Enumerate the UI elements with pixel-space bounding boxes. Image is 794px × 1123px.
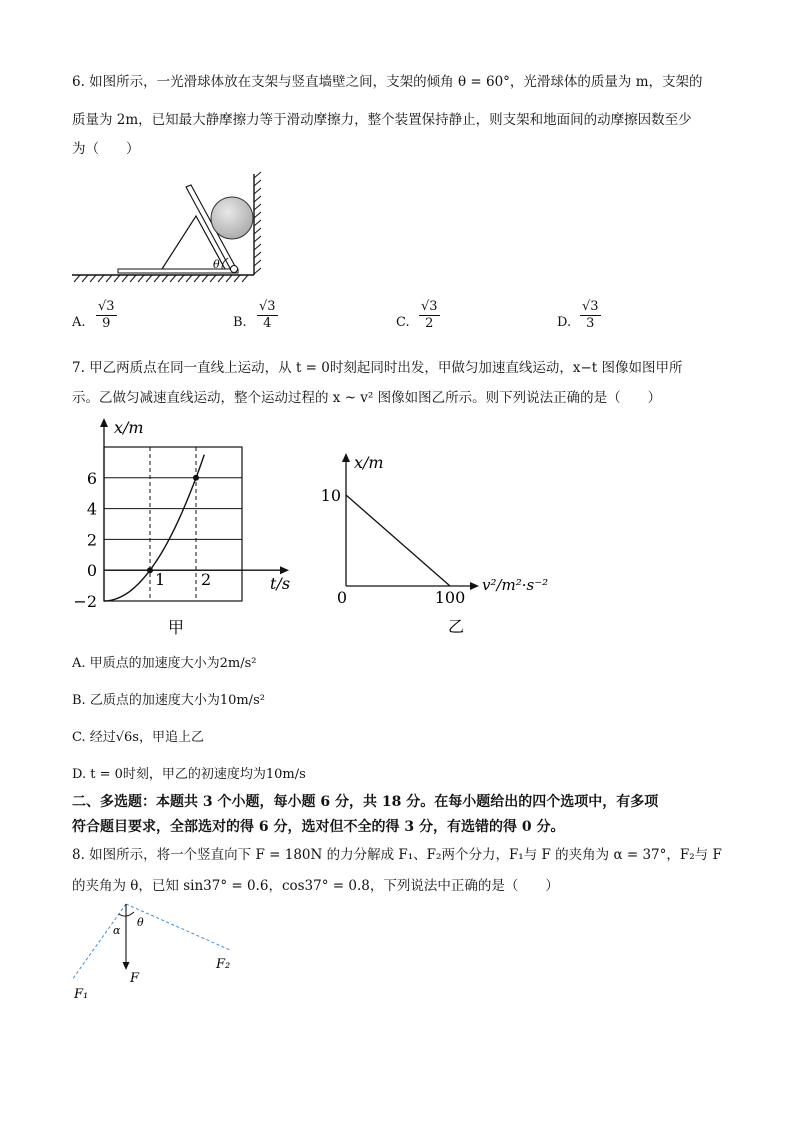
hinge: [231, 266, 238, 273]
x-tick-label: 100: [434, 588, 466, 607]
q6-stem-line2: 质量为 2m，已知最大静摩擦力等于滑动摩擦力，整个装置保持静止，则支架和地面间的动摩擦因数至少: [72, 112, 692, 128]
q6-option-b-fraction: [257, 299, 278, 332]
ball: [211, 197, 253, 239]
chart-yi: [312, 448, 582, 640]
q8-force-diagram: [66, 900, 246, 1010]
y-axis-label: x/m: [114, 418, 144, 437]
q6-option-b-label: B.: [233, 315, 247, 330]
series-line-yi: [346, 495, 450, 586]
y-tick-label: 4: [86, 499, 97, 519]
y-tick-label: 6: [86, 468, 97, 488]
q7-option-a: A. 甲质点的加速度大小为2m/s²: [72, 656, 257, 671]
y-axis-arrow: [100, 418, 108, 427]
f1-dashed-line: [72, 904, 126, 980]
f2-label: F₂: [216, 957, 231, 972]
x-tick-label: 1: [155, 570, 166, 590]
q8-stem-line1: 8. 如图所示，将一个竖直向下 F = 180N 的力分解成 F₁、F₂两个分力，F₁与 F 的夹角为 α = 37°，F₂与 F: [72, 847, 722, 863]
q6-stem-line3: 为（ ）: [72, 141, 140, 157]
y-tick-label: 0: [86, 561, 97, 581]
q6-option-d-fraction: [580, 299, 601, 332]
q7-option-c: C. 经过√6s，甲追上乙: [72, 730, 204, 745]
data-point: [147, 567, 153, 573]
q8-stem-line2: 的夹角为 θ，已知 sin37° = 0.6，cos37° = 0.8，下列说法中正确的是（ ）: [72, 878, 559, 894]
origin-label: 0: [336, 588, 348, 607]
q6-option-a-label: A.: [72, 315, 86, 330]
q6-option-b-num: √3: [259, 299, 276, 314]
q6-stem-line1: 6. 如图所示，一光滑球体放在支架与竖直墙壁之间，支架的倾角 θ = 60°，光滑球体的质量为 m，支架的: [72, 74, 703, 90]
q6-option-a-den: 9: [102, 316, 111, 331]
q6-option-c-fraction: [419, 299, 440, 332]
x-axis-label: v²/m²·s⁻²: [482, 576, 549, 594]
data-point: [193, 475, 199, 481]
q6-option-d-num: √3: [582, 299, 599, 314]
q7-stem-line1: 7. 甲乙两质点在同一直线上运动，从 t = 0时刻起同时出发，甲做匀加速直线运动，x−t 图像如图甲所: [72, 360, 683, 376]
q6-option-d-den: 3: [586, 316, 595, 331]
y-axis-label: x/m: [354, 453, 384, 472]
y-axis-arrow: [342, 453, 350, 462]
q6-option-c-label: C.: [396, 315, 410, 330]
q6-option-b-den: 4: [263, 316, 272, 331]
q7-stem-line2: 示。乙做匀减速直线运动，整个运动过程的 x ~ v² 图像如图乙所示。则下列说法正确的是（ ）: [72, 390, 662, 406]
chart-caption-yi: 乙: [447, 617, 465, 636]
q6-option-c-den: 2: [425, 316, 434, 331]
alpha-label: α: [113, 924, 121, 937]
x-axis-label: t/s: [270, 574, 291, 594]
q6-option-a-fraction: [96, 299, 117, 332]
x-axis-arrow: [470, 582, 479, 590]
q6-option-a-num: √3: [98, 299, 115, 314]
q6-option-c-num: √3: [421, 299, 438, 314]
y-tick-label: 10: [320, 486, 341, 505]
bracket-base: [118, 269, 238, 273]
q6-figure-bracket-ball: [70, 170, 270, 285]
chart-caption-jia: 甲: [167, 618, 185, 637]
f-label: F: [130, 971, 140, 986]
section2-line1: 二、多选题：本题共 3 个小题，每小题 6 分，共 18 分。在每小题给出的四个选项中，有多项: [72, 794, 659, 810]
y-tick-label: 2: [86, 530, 97, 550]
grid-border: [104, 447, 242, 601]
theta-label: θ: [213, 258, 220, 271]
y-tick-label: −2: [73, 592, 97, 611]
chart-jia: [70, 415, 310, 645]
theta-label-q8: θ: [137, 916, 144, 929]
f-arrow-head: [123, 962, 130, 970]
q7-option-b: B. 乙质点的加速度大小为10m/s²: [72, 693, 265, 708]
x-tick-label: 2: [201, 570, 212, 590]
x-axis-arrow: [280, 566, 289, 574]
section2-line2: 符合题目要求，全部选对的得 6 分，选对但不全的得 3 分，有选错的得 0 分。: [72, 819, 565, 835]
q7-option-d: D. t = 0时刻，甲乙的初速度均为10m/s: [72, 767, 306, 782]
f1-label: F₁: [74, 987, 89, 1002]
q6-option-d-label: D.: [557, 315, 572, 330]
